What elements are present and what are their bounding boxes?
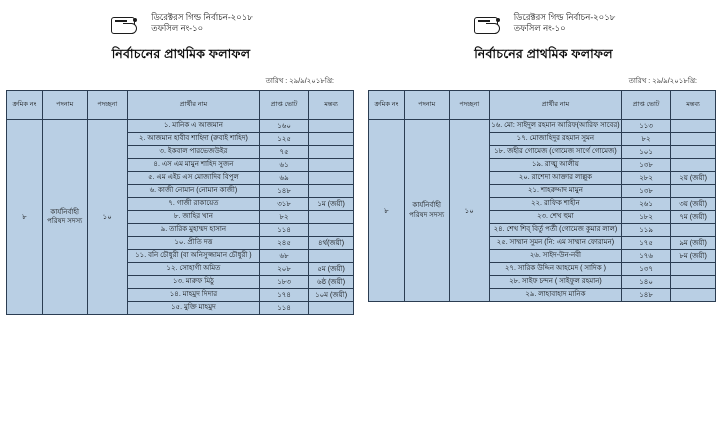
cell-candidate-name: ১০. প্রীতি দত্ত [127,237,259,250]
cell-remark: ৬ষ্ঠ (জয়ী) [309,276,354,289]
cell-candidate-name: ১১. বনি চৌধুরী (বা অনিসুজ্জামান চৌধুরী ) [127,250,259,263]
table-row [369,120,716,133]
cell-remark [671,263,716,276]
cell-remark [309,146,354,159]
cell-candidate-name: ২৬. সাইদ-উন-নবী [489,250,621,263]
cell-candidate-name: ২০. রাশেদা আক্তার লাল্লুক [489,172,621,185]
cell-candidate-name: ১৩. মারুফ মিঠু [127,276,259,289]
cell-votes: ১০১ [621,146,670,159]
cell-candidate-name: ১৯. রাত্মু আলীয় [489,159,621,172]
cell-votes: ৬৮ [259,250,308,263]
page-title: নির্বাচনের প্রাথমিক ফলাফল [474,47,613,61]
cell-remark [671,159,716,172]
cell-candidate-name: ১৭. মোজাহিদুর রহমান সুমন [489,133,621,146]
cell-remark [309,211,354,224]
cell-remark: ৩য় (জয়ী) [671,198,716,211]
header-line-2: তফসিল নং-১০ [513,23,566,34]
cell-votes: ১৪৮ [259,185,308,198]
col-votes: প্রাপ্ত ভোট [621,91,670,120]
cell-votes: ১৭৪ [259,289,308,302]
cell-candidate-name: ৩. ইকবাল পারভেজউইর [127,146,259,159]
cell-remark [671,276,716,289]
cell-votes: ২৪৫ [259,237,308,250]
cell-remark [671,146,716,159]
col-votes: প্রাপ্ত ভোট [259,91,308,120]
cell-remark: ৫ম (জয়ী) [309,263,354,276]
cell-candidate-name: ৫. এম এইচ এস মোজাদিব বিপুল [127,172,259,185]
cell-post: কার্যনির্বাহী পরিষদ সদস্য [404,120,449,302]
cell-candidate-name: ৬. কাজী নোমান (নোমান কাজী) [127,185,259,198]
cell-votes: ১৭৬ [621,250,670,263]
col-serial: ক্রমিক নং [369,91,405,120]
cell-candidate-name: ২. আজমান হাবীব শাহিদা (রুবাই শাহিদ) [127,133,259,146]
results-table-right [368,90,716,302]
cell-candidate-name: ১. মানিক এ আজমান [127,120,259,133]
header-line-1: ডিরেক্টরস গিল্ড নির্বাচন-২০১৮ [151,12,253,22]
dateline: তারিখ : ২৯/৯/২০১৮খ্রি: [265,78,334,85]
ballot-box-hand-icon [472,14,506,36]
cell-votes: ১১৯ [621,224,670,237]
cell-candidate-name: ২১. শাহরুদ্দাদ মামুন [489,185,621,198]
cell-votes: ৭৫ [259,146,308,159]
cell-remark [309,159,354,172]
cell-votes: ১৪০ [621,276,670,289]
cell-votes: ২০৮ [259,263,308,276]
cell-post: কার্যনির্বাহী পরিষদ সদস্য [42,120,87,315]
cell-candidate-name: ৭. গাজী রাকায়েত [127,198,259,211]
results-table-left [6,90,354,315]
cell-candidate-name: ২৭. সারিক উদ্দিন আহমেদ ( সাদিক ) [489,263,621,276]
cell-votes: ১৮৩ [259,276,308,289]
cell-candidate-name: ২৯. লাহাবাহাদ মানিক [489,289,621,302]
cell-remark: ২য় (জয়ী) [671,172,716,185]
cell-remark: ৮ম (জয়ী) [671,250,716,263]
cell-candidate-name: ২২. রাফিক শাহীন [489,198,621,211]
cell-remark [671,289,716,302]
cell-remark: ১ম (জয়ী) [309,198,354,211]
cell-remark: ৭ম (জয়ী) [671,211,716,224]
cell-candidate-name: ৯. তারিক মুহাম্মদ হাসান [127,224,259,237]
cell-votes: ১৬০ [259,120,308,133]
cell-candidate-name: ২৫. সাম্মান সুমন (নি: এম সাম্মান ফোরামন) [489,237,621,250]
cell-remark [309,185,354,198]
col-post: পদনাম [404,91,449,120]
col-symbol: পদচ্ছনা [449,91,489,120]
right-header [368,12,719,36]
cell-remark [309,224,354,237]
cell-remark [671,224,716,237]
cell-votes: ১১৪ [259,302,308,315]
cell-votes: ৮২ [259,211,308,224]
cell-remark [309,250,354,263]
cell-candidate-name: ১৪. মাহমুদ দিদার [127,289,259,302]
table-header-row [369,91,716,120]
cell-votes: ১৪৮ [621,289,670,302]
cell-votes: ১৩৮ [621,185,670,198]
cell-serial: ৮ [369,120,405,302]
cell-votes: ২৮২ [621,172,670,185]
left-header [6,12,356,36]
ballot-box-hand-icon [109,14,143,36]
col-serial: ক্রমিক নং [7,91,43,120]
cell-votes: ১৭৫ [621,237,670,250]
header-line-2: তফসিল নং-১০ [151,23,204,34]
cell-remark [309,120,354,133]
cell-candidate-name: ১২. সোহাগী অমিত [127,263,259,276]
dateline: তারিখ : ২৯/৯/২০১৮খ্রি: [628,78,697,85]
page-title: নির্বাচনের প্রাথমিক ফলাফল [111,47,251,61]
cell-candidate-name: ৪. এস এম মামুন শাহিদ সুজন [127,159,259,172]
cell-votes: ৩১৮ [259,198,308,211]
cell-remark [671,133,716,146]
cell-symbol: ১০ [87,120,127,315]
cell-votes: ৬১ [259,159,308,172]
col-remark: মন্তব্য [309,91,354,120]
table-header-row [7,91,354,120]
left-page [0,0,362,425]
cell-serial: ৮ [7,120,43,315]
cell-candidate-name: ৮. জাহির খান [127,211,259,224]
col-remark: মন্তব্য [671,91,716,120]
cell-candidate-name: ২৩. শেখ হুমা [489,211,621,224]
col-candidate-name: প্রার্থীর নাম [489,91,621,120]
cell-votes: ১৩৭ [621,263,670,276]
cell-votes: ১৮২ [621,211,670,224]
cell-remark [309,133,354,146]
cell-candidate-name: ১৫. মুক্তি মাহমুদ [127,302,259,315]
cell-candidate-name: ২৪. শেখ শিব্ বির্তু পর্তী (গোমেজ কুমার লাল) [489,224,621,237]
cell-votes: ১১৪ [259,224,308,237]
cell-votes: ১১৩ [621,120,670,133]
cell-remark [671,120,716,133]
table-row [7,120,354,133]
col-candidate-name: প্রার্থীর নাম [127,91,259,120]
cell-votes: ১৩৮ [621,159,670,172]
cell-votes: ৬৯ [259,172,308,185]
cell-votes: ২৬১ [621,198,670,211]
cell-votes: ১২৫ [259,133,308,146]
cell-remark: ১০ম (জয়ী) [309,289,354,302]
cell-candidate-name: ২৮. সাইফ চন্দন ( সাইফুল রহমান) [489,276,621,289]
cell-remark [309,302,354,315]
cell-candidate-name: ১৮. জহীর গোমেজ (গোমেজ সার্গে গোমেজ) [489,146,621,159]
header-line-1: ডিরেক্টরস গিল্ড নির্বাচন-২০১৮ [513,12,616,22]
cell-candidate-name: ১৬. মো: সাইদুল রহমান আরিফ(আরিফ সাবের) [489,120,621,133]
col-post: পদনাম [42,91,87,120]
cell-votes: ৮২ [621,133,670,146]
col-symbol: পদচ্ছনা [87,91,127,120]
right-page [362,0,725,425]
cell-remark: ৯ম (জয়ী) [671,237,716,250]
cell-remark [309,172,354,185]
cell-remark [671,185,716,198]
cell-remark: ৪র্থ(জয়ী) [309,237,354,250]
cell-symbol: ১০ [449,120,489,302]
